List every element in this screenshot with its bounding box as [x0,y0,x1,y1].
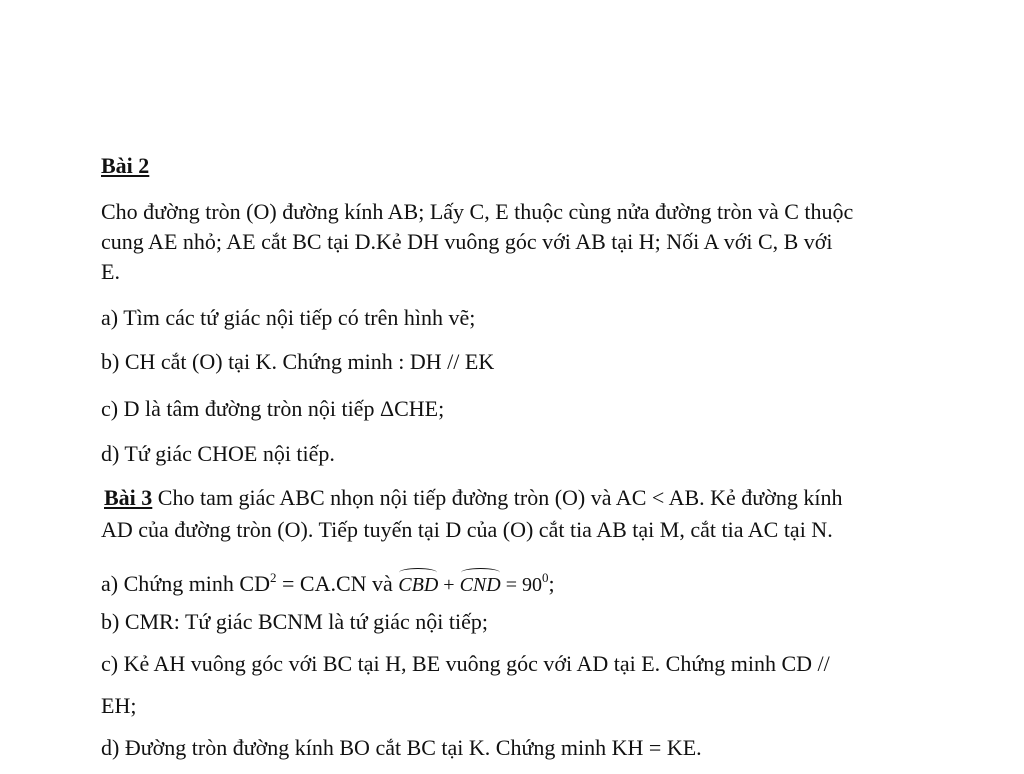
angle-cbd: CBD [398,571,438,599]
bai3-item-a-connector: và [366,571,399,596]
bai3-item-a-equals: = 90 [500,574,542,596]
bai3-item-a-prefix: a) Chứng minh [101,571,240,596]
bai3-item-d: d) Đường tròn đường kính BO cắt BC tại K. Chứng minh KH = KE. [101,735,702,760]
bai2-item-b: b) CH cắt (O) tại K. Chứng minh : DH // EK [101,349,495,374]
bai3-item-b: b) CMR: Tứ giác BCNM là tứ giác nội tiếp; [101,609,489,634]
bai3-item-c-line-1: c) Kẻ AH vuông góc với BC tại H, BE vuông góc với AD tại E. Chứng minh CD // [101,651,830,676]
bai2-item-d: d) Tứ giác CHOE nội tiếp. [101,441,335,466]
bai3-intro-line-1 [104,484,842,512]
bai3-intro-text: Cho tam giác ABC nhọn nội tiếp đường tròn (O) và AC < AB. Kẻ đường kính [152,485,843,510]
bai2-intro-line-1: Cho đường tròn (O) đường kính AB; Lấy C, E thuộc cùng nửa đường tròn và C thuộc [101,199,854,224]
bai3-item-a-plus: + [438,574,460,596]
bai2-item-c: c) D là tâm đường tròn nội tiếp ΔCHE; [101,396,445,421]
angle-cnd: CND [460,571,501,599]
bai2-intro-line-2: cung AE nhỏ; AE cắt BC tại D.Kẻ DH vuông góc với AB tại H; Nối A với C, B với [101,229,833,254]
bai3-item-a [101,564,555,599]
bai3-item-a-exp2: 2 [269,570,277,585]
bai3-heading: Bài 3 [104,485,153,510]
bai2-intro-line-3: E. [101,259,120,284]
bai3-item-c-line-2: EH; [101,693,137,718]
bai3-item-a-suffix: ; [548,571,555,596]
bai2-item-a: a) Tìm các tứ giác nội tiếp có trên hình vẽ; [101,305,476,330]
bai3-intro-line-2: AD của đường tròn (O). Tiếp tuyến tại D của (O) cắt tia AB tại M, cắt tia AC tại N. [101,517,833,542]
bai3-item-a-lhs: CD [239,571,270,596]
bai3-item-a-rhs: = CA.CN [276,571,367,596]
bai3-item-a-exp0: 0 [541,570,549,585]
bai2-heading: Bài 2 [101,153,150,178]
